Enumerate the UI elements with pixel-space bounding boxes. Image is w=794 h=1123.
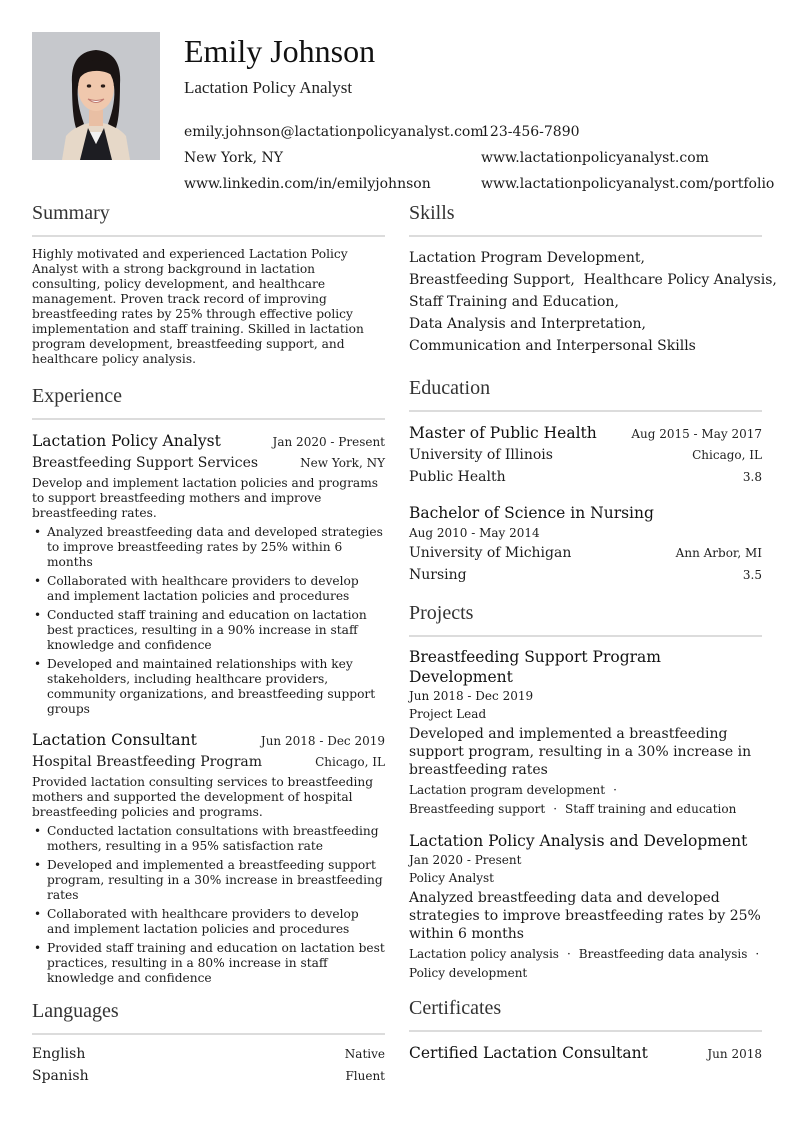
section-divider: [409, 235, 762, 237]
project-role: Policy Analyst: [409, 871, 494, 885]
project-tag: Lactation program development: [409, 783, 606, 797]
certificates-heading: Certificates: [409, 997, 502, 1019]
skills-line: Data Analysis and Interpretation,: [409, 316, 646, 332]
project-title: Lactation Policy Analysis and Development: [409, 832, 748, 850]
certificate-date: Jun 2018: [707, 1047, 762, 1061]
job-bullets: [32, 525, 385, 717]
projects-heading: Projects: [409, 602, 474, 624]
languages-heading: Languages: [32, 1000, 119, 1022]
job-title: Lactation Policy Analyst: [32, 432, 221, 450]
bullet-item: • Developed and implemented a breastfeeding support program, resulting in a 30% increase in breastfeeding rates: [32, 858, 385, 903]
bullet-item: • Provided staff training and education on lactation best practices, resulting in a 80% increase in staff knowledge and confidence: [32, 941, 385, 986]
school-location: Ann Arbor, MI: [675, 546, 762, 560]
gpa-value: 3.5: [742, 568, 762, 582]
bullet-item: • Collaborated with healthcare providers to develop and implement lactation policies and procedures: [32, 574, 385, 604]
project-tags: [409, 781, 762, 819]
language-level: Native: [344, 1047, 385, 1061]
education-item: [409, 422, 762, 488]
bullet-item: • Developed and maintained relationships with key stakeholders, including healthcare providers, community organizations, and breastfeeding support groups: [32, 657, 385, 717]
experience-item: [32, 729, 385, 986]
project-description: Developed and implemented a breastfeeding support program, resulting in a 30% increase in breastfeeding rates: [409, 726, 752, 778]
company-name: Breastfeeding Support Services: [32, 455, 259, 471]
project-tag: Lactation policy analysis: [409, 947, 559, 961]
portrait-illustration: [32, 32, 160, 160]
job-title: Lactation Consultant: [32, 731, 197, 749]
section-divider: [32, 418, 385, 420]
summary-section: [32, 200, 385, 367]
section-divider: [409, 1030, 762, 1032]
summary-heading: Summary: [32, 202, 110, 224]
contact-info: [184, 112, 784, 192]
language-item: [32, 1067, 385, 1085]
gpa-value: 3.8: [742, 470, 762, 484]
education-dates: Aug 2015 - May 2017: [631, 427, 762, 441]
project-tag: Staff training and education: [565, 802, 737, 816]
tag-separator: ·: [755, 947, 760, 961]
experience-item: [32, 430, 385, 717]
left-column: [32, 200, 385, 1089]
education-section: [409, 375, 762, 586]
job-location: Chicago, IL: [315, 755, 385, 769]
project-title: Breastfeeding Support Program Development: [409, 648, 661, 686]
project-tag: Policy development: [409, 966, 528, 980]
job-bullets: [32, 824, 385, 986]
section-divider: [32, 1033, 385, 1035]
project-dates: Jan 2020 - Present: [409, 853, 522, 867]
job-location: New York, NY: [300, 456, 385, 470]
skills-list: [409, 247, 777, 357]
language-name: English: [32, 1046, 86, 1062]
skills-line: Breastfeeding Support, Healthcare Policy Analysis,: [409, 272, 777, 288]
certificates-section: [409, 995, 762, 1064]
project-tags: [409, 945, 762, 983]
project-item: [409, 831, 762, 983]
section-divider: [409, 410, 762, 412]
education-heading: Education: [409, 377, 491, 399]
job-description: Develop and implement lactation policies and programs to support breastfeeding mothers and improve breastfeeding rates.: [32, 476, 379, 520]
degree-name: Master of Public Health: [409, 424, 597, 442]
email-link[interactable]: emily.johnson@lactationpolicyanalyst.com: [184, 124, 484, 140]
tag-separator: ·: [553, 802, 558, 816]
project-tag: Breastfeeding data analysis: [578, 947, 748, 961]
bullet-item: • Conducted staff training and education on lactation best practices, resulting in a 90% increase in staff knowledge and confidence: [32, 608, 385, 653]
languages-section: [32, 998, 385, 1085]
company-name: Hospital Breastfeeding Program: [32, 754, 263, 770]
candidate-name: Emily Johnson: [184, 33, 376, 69]
location-text: New York, NY: [184, 150, 283, 166]
certificate-item: [409, 1042, 762, 1064]
language-item: [32, 1045, 385, 1063]
profile-photo: [32, 32, 160, 160]
skills-heading: Skills: [409, 202, 455, 224]
school-name: University of Michigan: [409, 545, 572, 561]
resume-header: [184, 32, 784, 192]
experience-heading: Experience: [32, 385, 122, 407]
field-of-study: Nursing: [409, 567, 467, 583]
job-dates: Jan 2020 - Present: [272, 435, 385, 449]
education-item: [409, 502, 762, 586]
right-column: [409, 200, 777, 1064]
skills-section: [409, 200, 777, 357]
projects-section: [409, 600, 762, 983]
portfolio-link[interactable]: www.lactationpolicyanalyst.com/portfolio: [481, 176, 775, 192]
summary-text: Highly motivated and experienced Lactation Policy Analyst with a strong background in lactation consulting, policy development, and healthcare management. Proven track record of improving breastfeeding rates by 25% through effective policy implementation and staff training. Skilled in lactation program development, breastfeeding support, and healthcare policy analysis.: [32, 247, 364, 366]
project-role: Project Lead: [409, 707, 487, 721]
job-description: Provided lactation consulting services to breastfeeding mothers and supported the development of hospital breastfeeding policies and programs.: [32, 775, 374, 819]
section-divider: [32, 235, 385, 237]
phone-number[interactable]: 123-456-7890: [481, 124, 580, 140]
school-location: Chicago, IL: [692, 448, 762, 462]
bullet-item: • Collaborated with healthcare providers to develop and implement lactation policies and procedures: [32, 907, 385, 937]
language-name: Spanish: [32, 1068, 89, 1084]
job-dates: Jun 2018 - Dec 2019: [260, 734, 385, 748]
project-tag: Breastfeeding support: [409, 802, 546, 816]
candidate-title: Lactation Policy Analyst: [184, 78, 353, 97]
school-name: University of Illinois: [409, 447, 553, 463]
certificate-name: Certified Lactation Consultant: [409, 1044, 648, 1062]
tag-separator: ·: [566, 947, 571, 961]
project-item: [409, 647, 762, 819]
skills-line: Lactation Program Development,: [409, 250, 645, 266]
degree-name: Bachelor of Science in Nursing: [409, 504, 654, 522]
bullet-item: • Conducted lactation consultations with breastfeeding mothers, resulting in a 95% satisfaction rate: [32, 824, 385, 854]
website-link[interactable]: www.lactationpolicyanalyst.com: [481, 150, 709, 166]
language-level: Fluent: [345, 1069, 385, 1083]
tag-separator: ·: [613, 783, 617, 797]
education-dates: Aug 2010 - May 2014: [409, 526, 540, 540]
experience-section: [32, 383, 385, 986]
section-divider: [409, 635, 762, 637]
linkedin-link[interactable]: www.linkedin.com/in/emilyjohnson: [184, 176, 431, 192]
project-dates: Jun 2018 - Dec 2019: [409, 689, 534, 703]
bullet-item: • Analyzed breastfeeding data and developed strategies to improve breastfeeding rates by 25% within 6 months: [32, 525, 385, 570]
skills-line: Communication and Interpersonal Skills: [409, 338, 696, 354]
skills-line: Staff Training and Education,: [409, 294, 619, 310]
field-of-study: Public Health: [409, 469, 506, 485]
project-description: Analyzed breastfeeding data and developed strategies to improve breastfeeding rates by 25% within 6 months: [409, 890, 761, 942]
